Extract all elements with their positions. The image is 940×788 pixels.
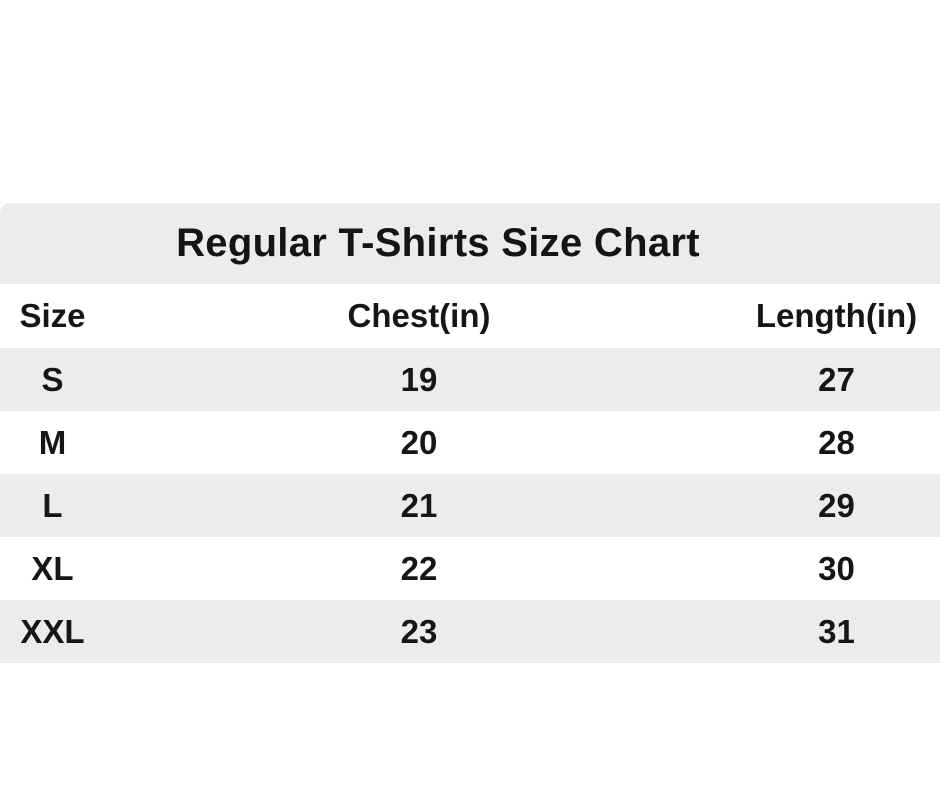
table-row <box>0 348 940 411</box>
cell-chest: 22 <box>400 549 438 587</box>
table-header-size: Size <box>19 297 86 334</box>
cell-length: 30 <box>818 549 855 587</box>
cell-size: M <box>38 423 67 461</box>
size-chart <box>0 203 940 663</box>
cell-length: 27 <box>818 360 855 398</box>
cell-size: L <box>42 486 63 524</box>
cell-chest: 21 <box>400 486 438 524</box>
size-chart-title-band <box>0 203 940 284</box>
cell-size: XL <box>31 549 74 587</box>
cell-chest: 20 <box>400 423 438 461</box>
table-header-length: Length(in) <box>755 297 918 334</box>
table-header-row <box>0 284 940 348</box>
cell-size: S <box>41 360 64 398</box>
cell-length: 28 <box>818 423 855 461</box>
table-row <box>0 600 940 663</box>
cell-length: 31 <box>818 612 855 650</box>
cell-chest: 23 <box>400 612 438 650</box>
size-chart-title: Regular T-Shirts Size Chart <box>176 221 700 265</box>
table-row <box>0 411 940 474</box>
table-row <box>0 474 940 537</box>
cell-size: XXL <box>20 612 85 650</box>
table-row <box>0 537 940 600</box>
cell-length: 29 <box>818 486 855 524</box>
cell-chest: 19 <box>400 360 438 398</box>
table-header-chest: Chest(in) <box>347 297 491 334</box>
size-table <box>0 284 940 663</box>
